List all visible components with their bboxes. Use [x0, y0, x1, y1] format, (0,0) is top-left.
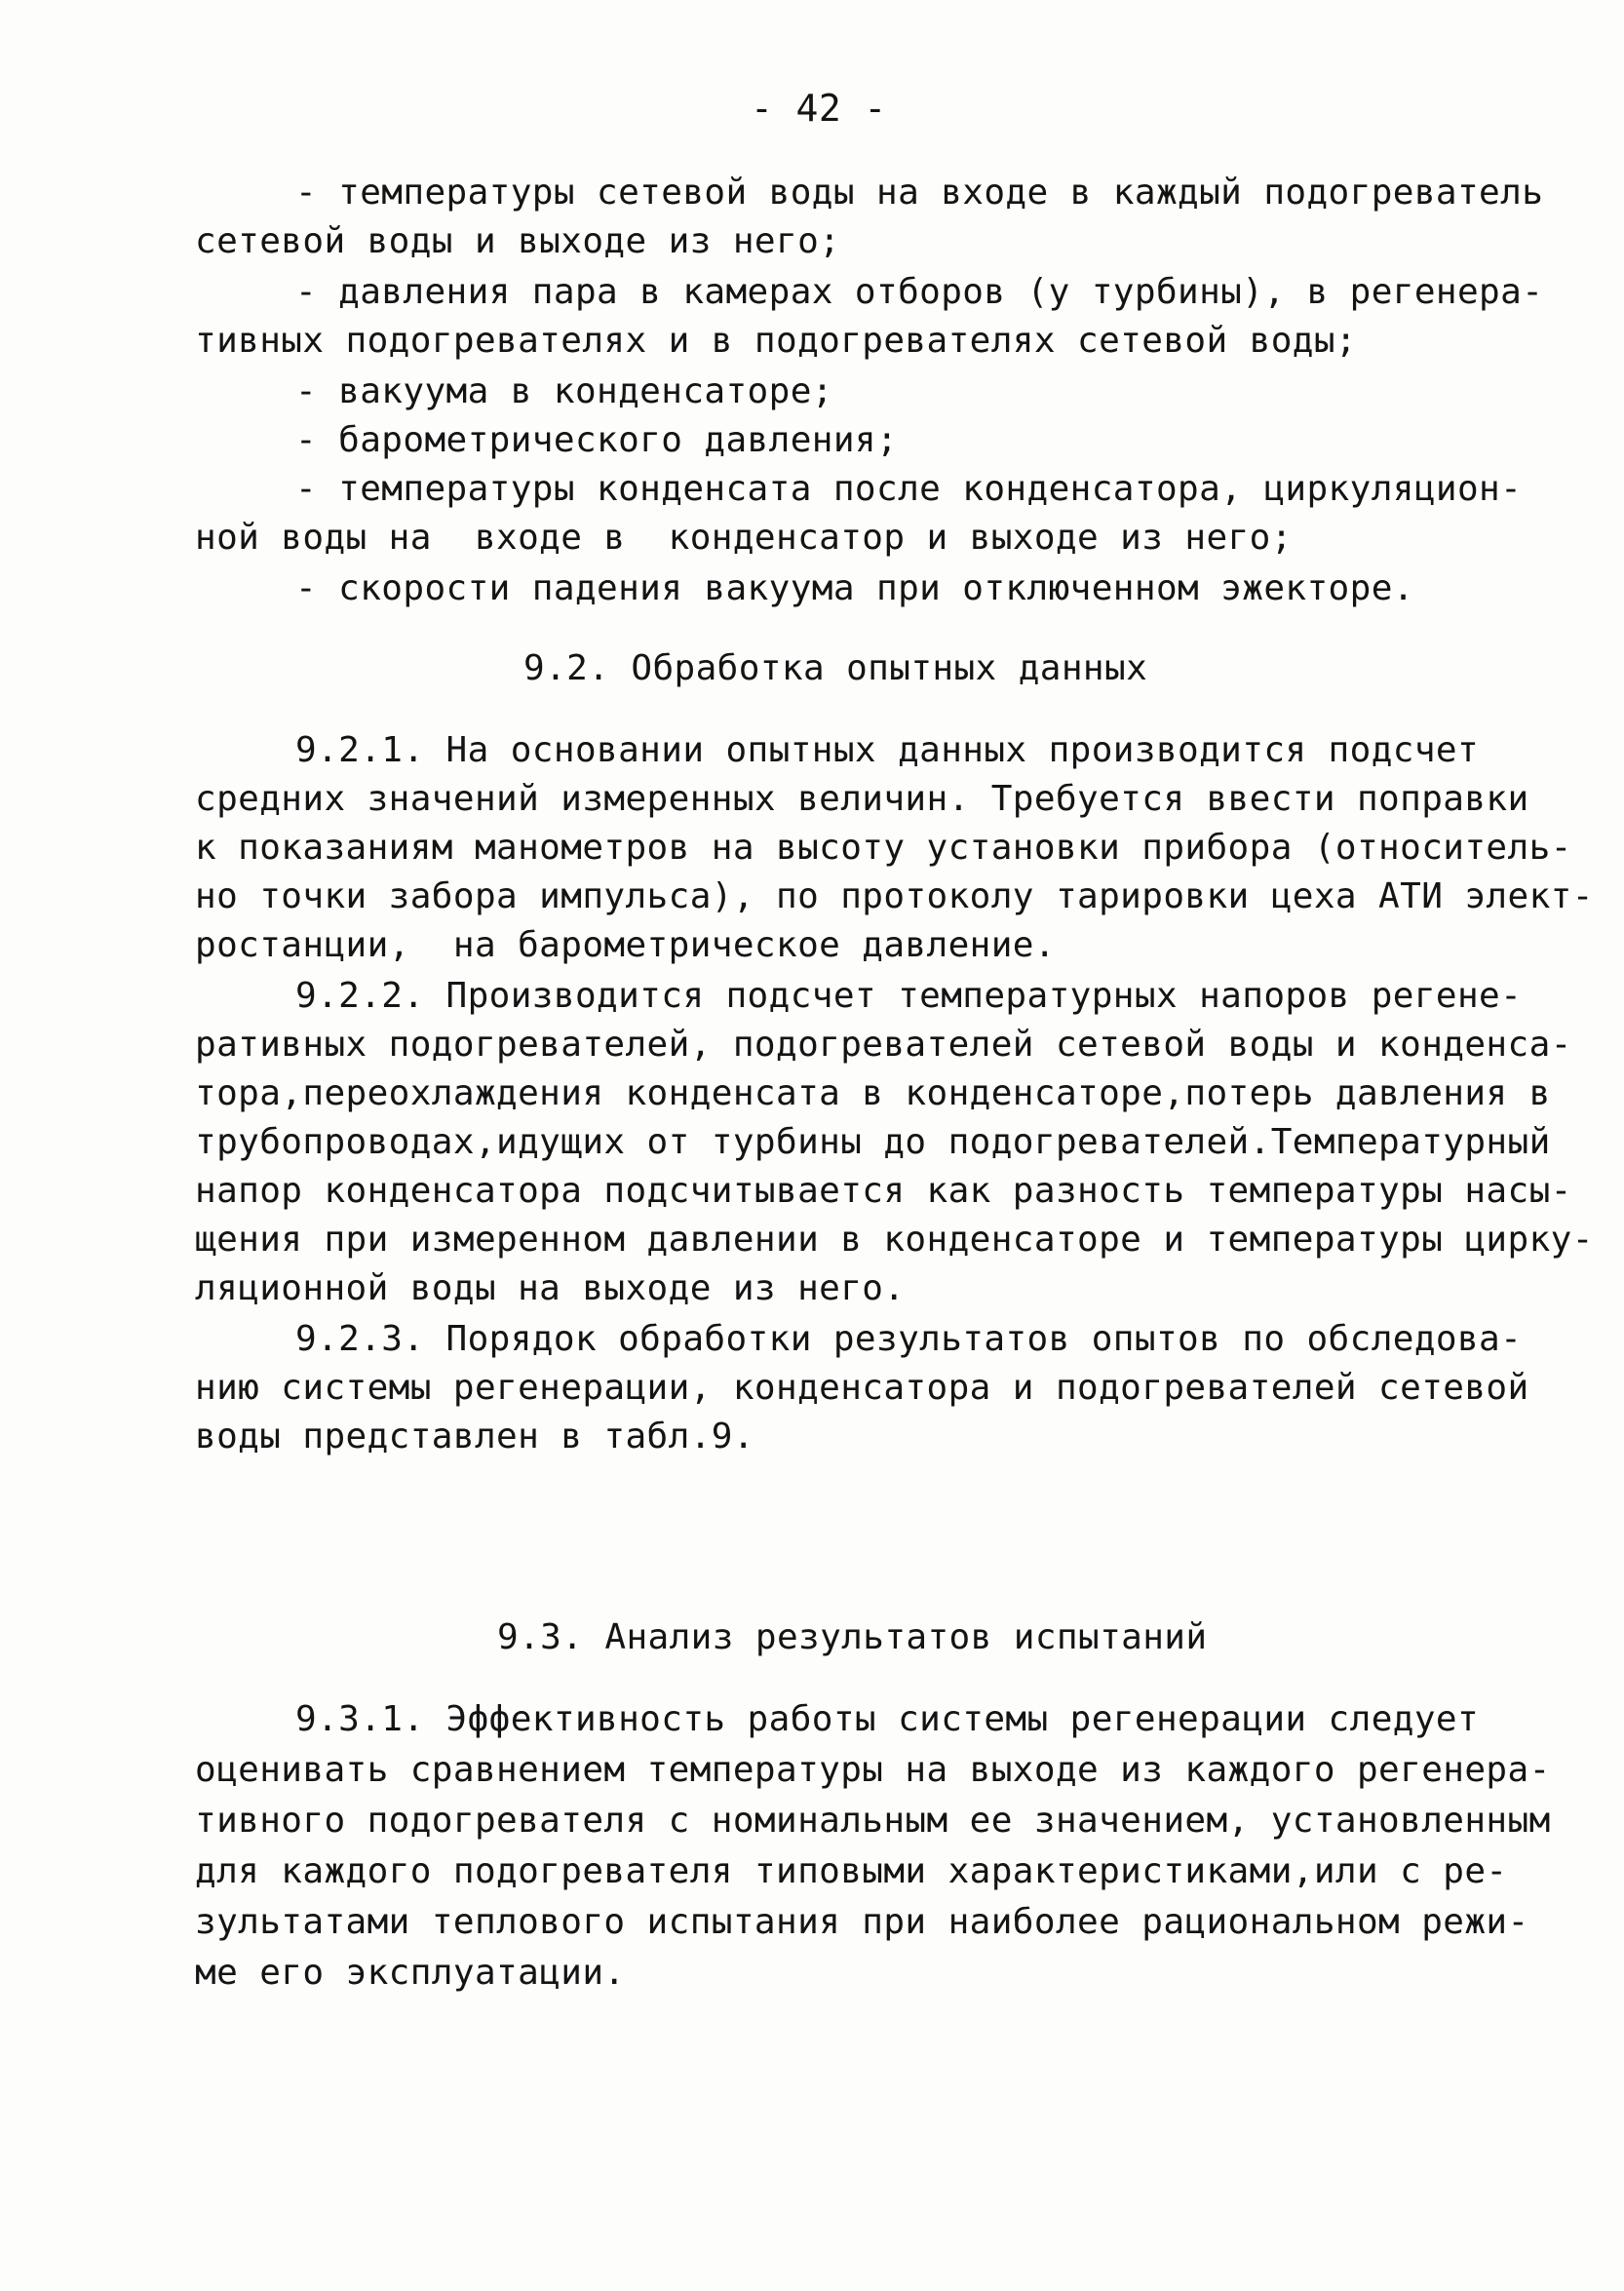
- paragraph-line: ративных подогревателей, подогревателей сетевой воды и конденса-: [195, 1025, 1572, 1065]
- paragraph-line: тивного подогревателя с номинальным ее значением, установленным: [195, 1801, 1551, 1841]
- list-item-line: ной воды на входе в конденсатор и выходе из него;: [195, 518, 1293, 558]
- paragraph-line: 9.2.2. Производится подсчет температурных напоров регене-: [295, 976, 1523, 1016]
- paragraph-line: средних значений измеренных величин. Требуется ввести поправки: [195, 779, 1529, 819]
- paragraph-line: нию системы регенерации, конденсатора и подогревателей сетевой: [195, 1368, 1529, 1408]
- paragraph-line: ростанции, на барометрическое давление.: [195, 925, 1056, 965]
- list-item-line: - вакуума в конденсаторе;: [295, 371, 833, 411]
- list-item-line: - скорости падения вакуума при отключенном эжекторе.: [295, 568, 1414, 608]
- section-heading: 9.3. Анализ результатов испытаний: [497, 1617, 1208, 1657]
- paragraph-line: напор конденсатора подсчитывается как разность температуры насы-: [195, 1171, 1572, 1211]
- list-item-line: - барометрического давления;: [295, 420, 899, 460]
- paragraph-line: для каждого подогревателя типовыми характеристиками,или с ре-: [195, 1851, 1508, 1891]
- paragraph-line: оценивать сравнением температуры на выходе из каждого регенера-: [195, 1750, 1551, 1790]
- list-item-line: тивных подогревателях и в подогревателях сетевой воды;: [195, 321, 1357, 361]
- paragraph-line: 9.3.1. Эффективность работы системы регенерации следует: [295, 1699, 1480, 1739]
- paragraph-line: ме его эксплуатации.: [195, 1953, 626, 1993]
- list-item-line: - давления пара в камерах отборов (у турбины), в регенера-: [295, 272, 1544, 312]
- paragraph-line: воды представлен в табл.9.: [195, 1417, 754, 1456]
- paragraph-line: трубопроводах,идущих от турбины до подогревателей.Температурный: [195, 1122, 1551, 1162]
- page-number: - 42 -: [751, 87, 887, 130]
- list-item-line: сетевой воды и выходе из него;: [195, 221, 841, 261]
- paragraph-line: но точки забора импульса), по протоколу тарировки цеха АТИ элект-: [195, 876, 1594, 916]
- paragraph-line: тора,переохлаждения конденсата в конденсаторе,потерь давления в: [195, 1073, 1551, 1113]
- paragraph-line: зультатами теплового испытания при наиболее рациональном режи-: [195, 1902, 1529, 1942]
- list-item-line: - температуры сетевой воды на входе в каждый подогреватель: [295, 173, 1544, 213]
- paragraph-line: 9.2.3. Порядок обработки результатов опытов по обследова-: [295, 1319, 1523, 1359]
- list-item-line: - температуры конденсата после конденсатора, циркуляцион-: [295, 469, 1523, 509]
- section-heading: 9.2. Обработка опытных данных: [523, 648, 1148, 688]
- paragraph-line: к показаниям манометров на высоту установки прибора (относитель-: [195, 828, 1572, 868]
- paragraph-line: щения при измеренном давлении в конденсаторе и температуры цирку-: [195, 1220, 1594, 1260]
- paragraph-line: 9.2.1. На основании опытных данных производится подсчет: [295, 730, 1480, 770]
- paragraph-line: ляционной воды на выходе из него.: [195, 1268, 906, 1308]
